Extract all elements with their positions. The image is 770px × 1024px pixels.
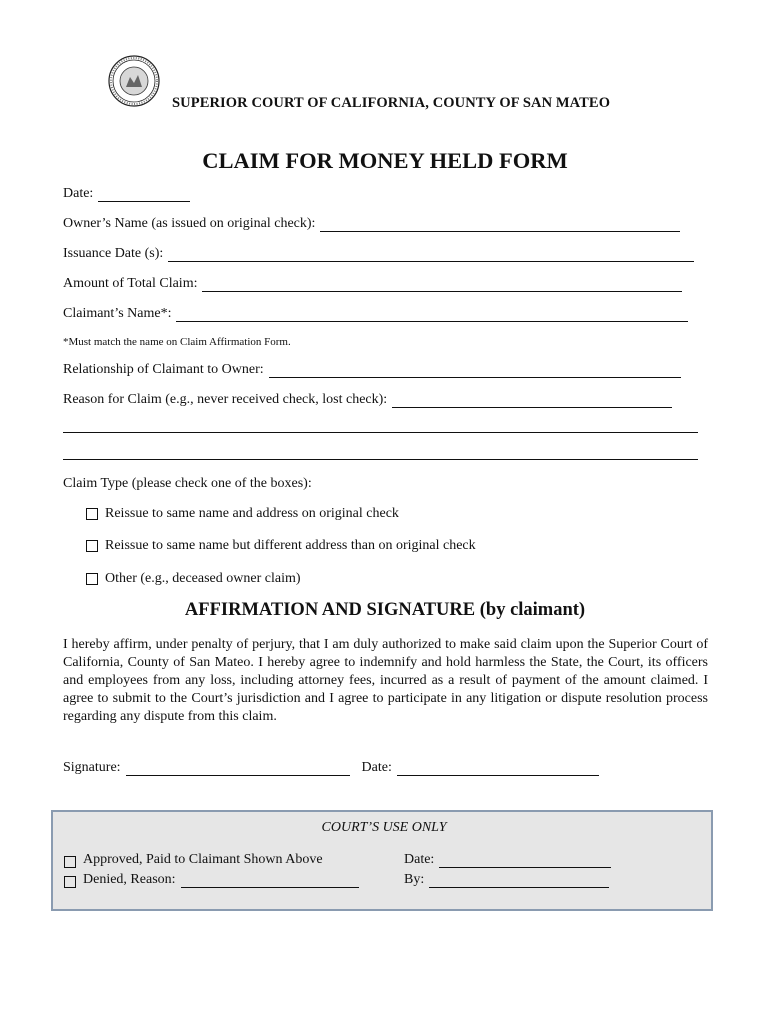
checkbox-icon[interactable]	[86, 573, 98, 585]
approved-option[interactable]	[64, 852, 323, 868]
date-line[interactable]	[98, 189, 190, 202]
amount-line[interactable]	[202, 279, 682, 292]
claim-type-label: Claim Type (please check one of the boxes):	[63, 476, 312, 491]
checkbox-icon[interactable]	[64, 856, 76, 868]
owner-name-field[interactable]	[63, 216, 680, 232]
reason-line[interactable]	[392, 395, 672, 408]
court-name: SUPERIOR COURT OF CALIFORNIA, COUNTY OF SAN MATEO	[172, 95, 611, 111]
checkbox-icon[interactable]	[86, 540, 98, 552]
issuance-date-label: Issuance Date (s):	[63, 246, 164, 261]
denied-label: Denied, Reason:	[83, 872, 176, 887]
signature-line[interactable]	[126, 763, 350, 776]
claim-type-option-label: Reissue to same name but different address than on original check	[105, 538, 476, 553]
denied-reason-line[interactable]	[181, 875, 359, 888]
signature-field[interactable]	[63, 760, 599, 776]
form-title: CLAIM FOR MONEY HELD FORM	[202, 148, 568, 173]
claim-type-option[interactable]	[86, 571, 301, 587]
affirmation-heading: AFFIRMATION AND SIGNATURE (by claimant)	[184, 600, 586, 620]
signature-date-line[interactable]	[397, 763, 599, 776]
checkbox-icon[interactable]	[64, 876, 76, 888]
court-seal	[108, 55, 160, 107]
claim-type-option[interactable]	[86, 538, 476, 554]
court-by-label: By:	[404, 872, 425, 887]
relationship-label: Relationship of Claimant to Owner:	[63, 362, 264, 377]
claimant-name-label: Claimant’s Name*:	[63, 306, 172, 321]
reason-field[interactable]	[63, 392, 672, 408]
court-date-line[interactable]	[439, 855, 611, 868]
denied-option[interactable]	[64, 872, 359, 888]
court-use-panel	[51, 810, 713, 911]
reason-line-3[interactable]	[63, 459, 698, 460]
claimant-name-line[interactable]	[176, 309, 688, 322]
amount-field[interactable]	[63, 276, 682, 292]
court-by-line[interactable]	[429, 875, 609, 888]
issuance-date-field[interactable]	[63, 246, 694, 262]
claim-type-option-label: Other (e.g., deceased owner claim)	[105, 571, 301, 586]
owner-name-label: Owner’s Name (as issued on original check):	[63, 216, 316, 231]
amount-label: Amount of Total Claim:	[63, 276, 198, 291]
affirmation-text: I hereby affirm, under penalty of perjury, that I am duly authorized to make said claim upon the Superior Court of California, County of San Mateo. I hereby agree to indemnify and hold harmless the State, the Court, its officers and employees from any loss, including attorney fees, incurred as a result of payment of the amount claimed. I agree to submit to the Court’s jurisdiction and I agree to participate in any litigation or dispute resolution process regarding any dispute from this claim.	[63, 637, 708, 724]
signature-date-label: Date:	[361, 760, 392, 775]
reason-line-2[interactable]	[63, 432, 698, 433]
relationship-field[interactable]	[63, 362, 681, 378]
court-date-field[interactable]	[404, 852, 611, 868]
relationship-line[interactable]	[269, 365, 681, 378]
court-by-field[interactable]	[404, 872, 609, 888]
court-use-title: COURT’S USE ONLY	[321, 820, 447, 835]
issuance-date-line[interactable]	[168, 249, 694, 262]
claimant-name-field[interactable]	[63, 306, 688, 322]
court-date-label: Date:	[404, 852, 435, 867]
owner-name-line[interactable]	[320, 219, 680, 232]
claimant-note: *Must match the name on Claim Affirmation Form.	[63, 336, 291, 348]
checkbox-icon[interactable]	[86, 508, 98, 520]
date-label: Date:	[63, 186, 94, 201]
date-field[interactable]	[63, 186, 190, 202]
reason-label: Reason for Claim (e.g., never received check, lost check):	[63, 392, 388, 407]
claim-type-option[interactable]	[86, 506, 399, 522]
approved-label: Approved, Paid to Claimant Shown Above	[83, 852, 323, 867]
claim-type-option-label: Reissue to same name and address on original check	[105, 506, 399, 521]
signature-label: Signature:	[63, 760, 121, 775]
